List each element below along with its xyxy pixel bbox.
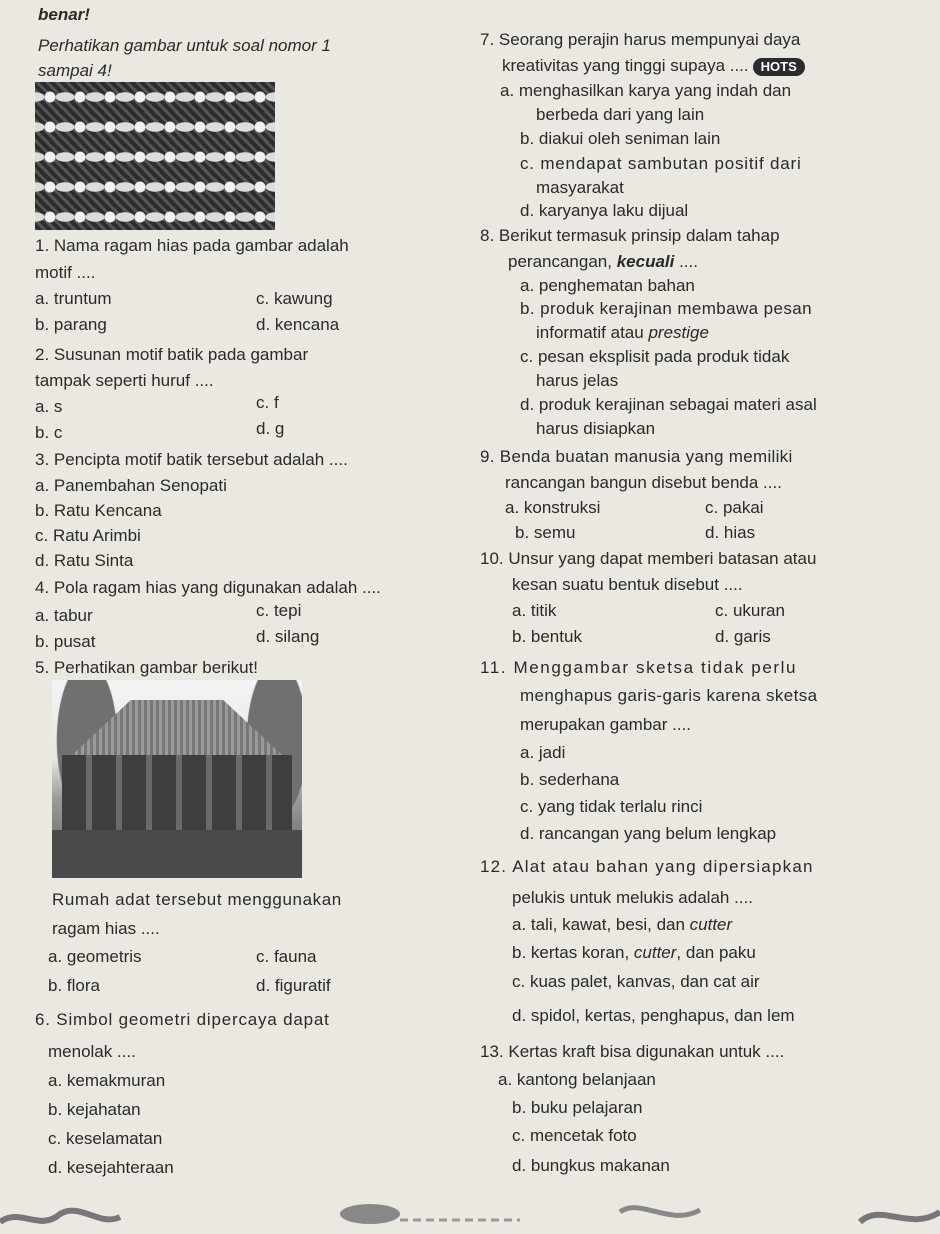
q12-option-b-part: , dan paku — [676, 943, 756, 962]
q3-option-a[interactable]: a. Panembahan Senopati — [35, 476, 227, 495]
q12-text: 12. Alat atau bahan yang dipersiapkan — [480, 857, 814, 876]
q7-option-c-cont: masyarakat — [536, 178, 624, 197]
q12-option-b[interactable] — [512, 942, 756, 964]
q10-option-b[interactable]: b. bentuk — [512, 627, 582, 646]
q3-text: 3. Pencipta motif batik tersebut adalah .... — [35, 450, 348, 469]
q7-option-c[interactable]: c. mendapat sambutan positif dari — [520, 154, 802, 173]
house-ground — [52, 830, 302, 878]
q4-option-a[interactable]: a. tabur — [35, 606, 93, 625]
q7-text: 7. Seorang perajin harus mempunyai daya — [480, 30, 801, 49]
q11-text: 11. Menggambar sketsa tidak perlu — [480, 658, 798, 677]
q10-option-d[interactable]: d. garis — [715, 627, 771, 646]
q7-text-line: kreativitas yang tinggi supaya .... — [502, 56, 749, 75]
q8-text-part: perancangan, — [508, 252, 617, 271]
q5-option-d[interactable]: d. figuratif — [256, 976, 331, 995]
intro-line: Perhatikan gambar untuk soal nomor 1 — [38, 36, 331, 55]
q8-text-part: .... — [674, 252, 698, 271]
q1-text: 1. Nama ragam hias pada gambar adalah — [35, 236, 349, 255]
q11-option-d[interactable]: d. rancangan yang belum lengkap — [520, 824, 777, 843]
q1-option-c[interactable]: c. kawung — [256, 289, 333, 308]
q13-option-c[interactable]: c. mencetak foto — [512, 1126, 637, 1145]
q11-option-a[interactable]: a. jadi — [520, 743, 566, 762]
q3-option-c[interactable]: c. Ratu Arimbi — [35, 526, 141, 545]
q8-option-d-cont: harus disiapkan — [536, 419, 656, 438]
q8-text — [508, 251, 698, 273]
q2-option-d[interactable]: d. g — [256, 419, 285, 438]
q6-option-b[interactable]: b. kejahatan — [48, 1100, 141, 1119]
q8-option-b-cont — [536, 322, 709, 344]
q13-text: 13. Kertas kraft bisa digunakan untuk .... — [480, 1042, 785, 1061]
q11-text: menghapus garis-garis karena sketsa — [520, 686, 818, 705]
q9-text: rancangan bangun disebut benda .... — [505, 473, 782, 492]
q6-option-c[interactable]: c. keselamatan — [48, 1129, 163, 1148]
q5-option-c[interactable]: c. fauna — [256, 947, 317, 966]
q4-option-c[interactable]: c. tepi — [256, 601, 302, 620]
q2-option-c[interactable]: c. f — [256, 393, 279, 412]
q6-option-d[interactable]: d. kesejahteraan — [48, 1158, 174, 1177]
q12-option-b-part: b. kertas koran, — [512, 943, 634, 962]
q2-option-a[interactable]: a. s — [35, 397, 63, 416]
q6-text: menolak .... — [48, 1042, 136, 1061]
footer-decoration — [0, 1192, 940, 1234]
q2-option-b[interactable]: b. c — [35, 423, 63, 442]
q8-option-b-part: informatif atau — [536, 323, 649, 342]
traditional-house-photo — [52, 680, 302, 878]
q5-text: Rumah adat tersebut menggunakan — [52, 890, 342, 909]
q11-text: merupakan gambar .... — [520, 715, 692, 734]
q10-option-c[interactable]: c. ukuran — [715, 601, 785, 620]
q1-text: motif .... — [35, 263, 96, 282]
q10-text: 10. Unsur yang dapat memberi batasan atau — [480, 549, 817, 568]
q11-option-b[interactable]: b. sederhana — [520, 770, 620, 789]
q8-option-a[interactable]: a. penghematan bahan — [520, 276, 695, 295]
q1-option-d[interactable]: d. kencana — [256, 315, 340, 334]
q8-option-d[interactable]: d. produk kerajinan sebagai materi asal — [520, 395, 817, 414]
q12-option-d[interactable]: d. spidol, kertas, penghapus, dan lem — [512, 1006, 795, 1025]
q3-option-d[interactable]: d. Ratu Sinta — [35, 551, 134, 570]
q13-option-a[interactable]: a. kantong belanjaan — [498, 1070, 656, 1089]
q11-option-c[interactable]: c. yang tidak terlalu rinci — [520, 797, 703, 816]
batik-motif-image — [35, 82, 275, 230]
q12-text: pelukis untuk melukis adalah .... — [512, 888, 753, 907]
q7-option-a-cont: berbeda dari yang lain — [536, 105, 705, 124]
intro-line: sampai 4! — [38, 61, 112, 80]
q12-option-b-italic: cutter — [633, 943, 677, 962]
q12-option-c[interactable]: c. kuas palet, kanvas, dan cat air — [512, 972, 760, 991]
q9-option-d[interactable]: d. hias — [705, 523, 756, 542]
q8-option-b-italic: prestige — [648, 323, 709, 342]
q4-option-d[interactable]: d. silang — [256, 627, 320, 646]
q8-text: 8. Berikut termasuk prinsip dalam tahap — [480, 226, 780, 245]
q7-option-b[interactable]: b. diakui oleh seniman lain — [520, 129, 721, 148]
q5-text: ragam hias .... — [52, 919, 160, 938]
hots-badge: HOTS — [753, 58, 805, 76]
house-wall — [62, 755, 292, 835]
q12-option-a-part: a. tali, kawat, besi, dan — [512, 915, 690, 934]
q5-option-a[interactable]: a. geometris — [48, 947, 142, 966]
q6-option-a[interactable]: a. kemakmuran — [48, 1071, 166, 1090]
q8-option-b[interactable]: b. produk kerajinan membawa pesan — [520, 299, 812, 318]
q2-text: 2. Susunan motif batik pada gambar — [35, 345, 309, 364]
q5-option-b[interactable]: b. flora — [48, 976, 100, 995]
q6-text: 6. Simbol geometri dipercaya dapat — [35, 1010, 330, 1029]
q4-text: 4. Pola ragam hias yang digunakan adalah .... — [35, 578, 381, 597]
q1-option-a[interactable]: a. truntum — [35, 289, 112, 308]
q9-option-b[interactable]: b. semu — [515, 523, 576, 542]
q10-text: kesan suatu bentuk disebut .... — [512, 575, 743, 594]
q1-option-b[interactable]: b. parang — [35, 315, 107, 334]
q13-option-d[interactable]: d. bungkus makanan — [512, 1156, 670, 1175]
q2-text: tampak seperti huruf .... — [35, 371, 214, 390]
q8-text-emphasis: kecuali — [616, 252, 675, 271]
q8-option-c[interactable]: c. pesan eksplisit pada produk tidak — [520, 347, 790, 366]
q3-option-b[interactable]: b. Ratu Kencana — [35, 501, 162, 520]
q7-option-a[interactable]: a. menghasilkan karya yang indah dan — [500, 81, 792, 100]
q10-option-a[interactable]: a. titik — [512, 601, 557, 620]
q7-option-d[interactable]: d. karyanya laku dijual — [520, 201, 689, 220]
q12-option-a[interactable] — [512, 914, 732, 936]
q9-option-a[interactable]: a. konstruksi — [505, 498, 601, 517]
q9-option-c[interactable]: c. pakai — [705, 498, 764, 517]
header-fragment: benar! — [38, 5, 90, 24]
q9-text: 9. Benda buatan manusia yang memiliki — [480, 447, 793, 466]
q7-text — [502, 55, 805, 77]
q12-option-a-italic: cutter — [689, 915, 733, 934]
q5-text: 5. Perhatikan gambar berikut! — [35, 658, 259, 677]
q4-option-b[interactable]: b. pusat — [35, 632, 96, 651]
q13-option-b[interactable]: b. buku pelajaran — [512, 1098, 643, 1117]
q8-option-c-cont: harus jelas — [536, 371, 619, 390]
